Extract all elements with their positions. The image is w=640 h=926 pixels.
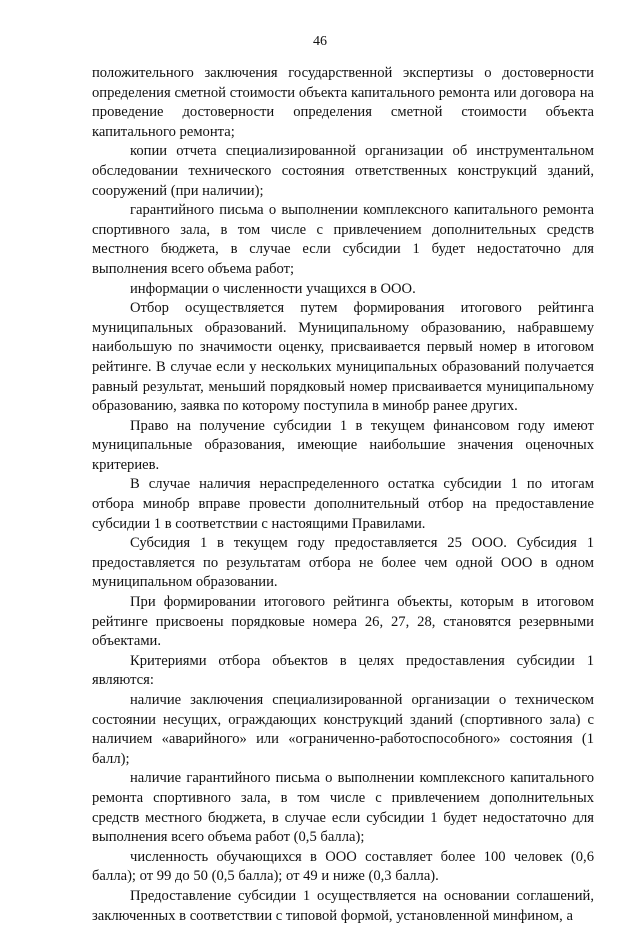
paragraph: Право на получение субсидии 1 в текущем финансовом году имеют муниципальные образования, имеющие наибольшие значения оценочных критериев.: [92, 417, 594, 473]
paragraph: наличие гарантийного письма о выполнении комплексного капитального ремонта спортивного зала, в том числе с привлечением дополнительных средств местного бюджета, в случае если субсидии 1 будет недостаточно для выполнения всего объема работ (0,5 балла);: [92, 770, 594, 846]
page-number: 46: [313, 34, 327, 49]
paragraph: информации о численности учащихся в ООО.: [130, 280, 416, 297]
paragraph: Отбор осуществляется путем формирования итогового рейтинга муниципальных образований. Муниципальному образованию, набравшему наибольшую по значимости оценку, присваивается первый номер в итоговом рейтинге. В случае если у нескольких муниципальных образований получается равный результат, меньший порядковый номер присваивается муниципальному образованию, заявка по которому поступила в минобр ранее других.: [92, 300, 594, 415]
paragraph: положительного заключения государственной экспертизы о достоверности определения сметной стоимости объекта капитального ремонта или договора на проведение достоверности определения сметной стоимости объекта капитального ремонта;: [92, 65, 594, 140]
paragraph: гарантийного письма о выполнении комплексного капитального ремонта спортивного зала, в том числе с привлечением дополнительных средств местного бюджета, в случае если субсидии 1 будет недостаточно для выполнения всего объема работ;: [92, 202, 594, 277]
paragraph: При формировании итогового рейтинга объекты, которым в итоговом рейтинге присвоены порядковые номера 26, 27, 28, становятся резервными объектами.: [92, 594, 594, 650]
document-body: [92, 64, 594, 926]
paragraph: Субсидия 1 в текущем году предоставляется 25 ООО. Субсидия 1 предоставляется по результатам отбора не более чем одной ООО в одном муниципальном образовании.: [92, 535, 594, 591]
paragraph: В случае наличия нераспределенного остатка субсидии 1 по итогам отбора минобр вправе провести дополнительный отбор на предоставление субсидии 1 в соответствии с настоящими Правилами.: [92, 476, 594, 532]
paragraph: Критериями отбора объектов в целях предоставления субсидии 1 являются:: [92, 652, 594, 689]
paragraph: Предоставление субсидии 1 осуществляется на основании соглашений, заключенных в соответствии с типовой формой, установленной минфином, а: [92, 887, 594, 924]
paragraph: наличие заключения специализированной организации о техническом состоянии несущих, ограждающих конструкций зданий (спортивного зала) с наличием «аварийного» или «ограниченно-работоспособного» состояния (1 балл);: [92, 692, 594, 767]
paragraph: численность обучающихся в ООО составляет более 100 человек (0,6 балла); от 99 до 50 (0,5 балла); от 49 и ниже (0,3 балла).: [92, 848, 594, 885]
paragraph: копии отчета специализированной организации об инструментальном обследовании технического состояния ответственных конструкций зданий, сооружений (при наличии);: [92, 143, 594, 199]
